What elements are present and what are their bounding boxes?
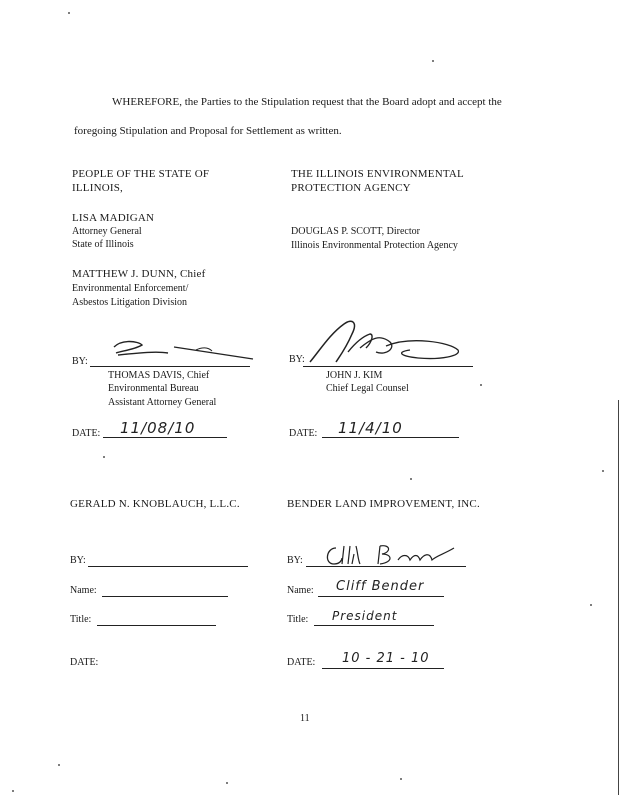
ag-title-1: Attorney General xyxy=(72,226,142,237)
left-date-value: 11/08/10 xyxy=(120,419,196,437)
lower-left-date-label: DATE: xyxy=(70,657,99,668)
wherefore-line-1: WHEREFORE, the Parties to the Stipulation request that the Board adopt and accept the xyxy=(112,96,502,108)
scan-speck xyxy=(68,12,70,14)
chief-division-2: Asbestos Litigation Division xyxy=(72,297,187,308)
right-date-label: DATE: xyxy=(289,428,318,439)
left-date-line xyxy=(103,437,227,438)
lower-right-name-value: Cliff Bender xyxy=(336,579,425,594)
scan-speck xyxy=(590,604,592,606)
scan-speck xyxy=(103,456,105,458)
right-by-label: BY: xyxy=(289,354,305,365)
lower-right-date-label: DATE: xyxy=(287,657,316,668)
davis-signature xyxy=(108,335,258,365)
scan-speck xyxy=(226,782,228,784)
right-signer-name: JOHN J. KIM xyxy=(326,370,383,381)
bender-signature xyxy=(318,542,458,570)
scan-speck xyxy=(410,478,412,480)
left-date-label: DATE: xyxy=(72,428,101,439)
ag-title-2: State of Illinois xyxy=(72,239,134,250)
lower-right-name-line xyxy=(318,596,444,597)
lower-left-title-line xyxy=(97,625,216,626)
left-by-label: BY: xyxy=(72,356,88,367)
lower-left-name-label: Name: xyxy=(70,585,97,596)
chief-name: MATTHEW J. DUNN, Chief xyxy=(72,268,206,280)
right-date-value: 11/4/10 xyxy=(338,419,403,437)
left-signer-title-1: Environmental Bureau xyxy=(108,383,199,394)
left-party-name-1: PEOPLE OF THE STATE OF xyxy=(72,168,210,180)
scan-speck xyxy=(400,778,402,780)
left-party-name-2: ILLINOIS, xyxy=(72,182,123,194)
director-name: DOUGLAS P. SCOTT, Director xyxy=(291,226,420,237)
lower-right-title-value: President xyxy=(332,609,398,623)
scan-speck xyxy=(58,764,60,766)
lower-right-name-label: Name: xyxy=(287,585,314,596)
lower-left-name-line xyxy=(102,596,228,597)
right-date-line xyxy=(322,437,459,438)
scan-edge-line xyxy=(618,400,619,795)
lower-right-date-line xyxy=(322,668,444,669)
left-signer-title-2: Assistant Attorney General xyxy=(108,397,217,408)
lower-left-by-line xyxy=(88,566,248,567)
scan-speck xyxy=(432,60,434,62)
lower-right-title-label: Title: xyxy=(287,614,309,625)
lower-left-by-label: BY: xyxy=(70,555,86,566)
scan-speck xyxy=(602,470,604,472)
kim-signature xyxy=(300,312,470,372)
scan-speck xyxy=(12,790,14,792)
page-number: 11 xyxy=(300,713,310,724)
lower-left-title-label: Title: xyxy=(70,614,92,625)
lower-right-party-name: BENDER LAND IMPROVEMENT, INC. xyxy=(287,498,480,510)
ag-name: LISA MADIGAN xyxy=(72,212,155,224)
scan-speck xyxy=(480,384,482,386)
chief-division-1: Environmental Enforcement/ xyxy=(72,283,189,294)
right-signer-title: Chief Legal Counsel xyxy=(326,383,409,394)
lower-right-by-label: BY: xyxy=(287,555,303,566)
left-signer-name: THOMAS DAVIS, Chief xyxy=(108,370,210,381)
right-party-name-1: THE ILLINOIS ENVIRONMENTAL xyxy=(291,168,464,180)
left-signature-line xyxy=(90,366,250,367)
lower-right-date-value: 10 - 21 - 10 xyxy=(342,651,430,666)
lower-left-party-name: GERALD N. KNOBLAUCH, L.L.C. xyxy=(70,498,240,510)
lower-right-title-line xyxy=(314,625,434,626)
wherefore-line-2: foregoing Stipulation and Proposal for Settlement as written. xyxy=(74,125,342,137)
right-party-name-2: PROTECTION AGENCY xyxy=(291,182,411,194)
director-org: Illinois Environmental Protection Agency xyxy=(291,240,458,251)
